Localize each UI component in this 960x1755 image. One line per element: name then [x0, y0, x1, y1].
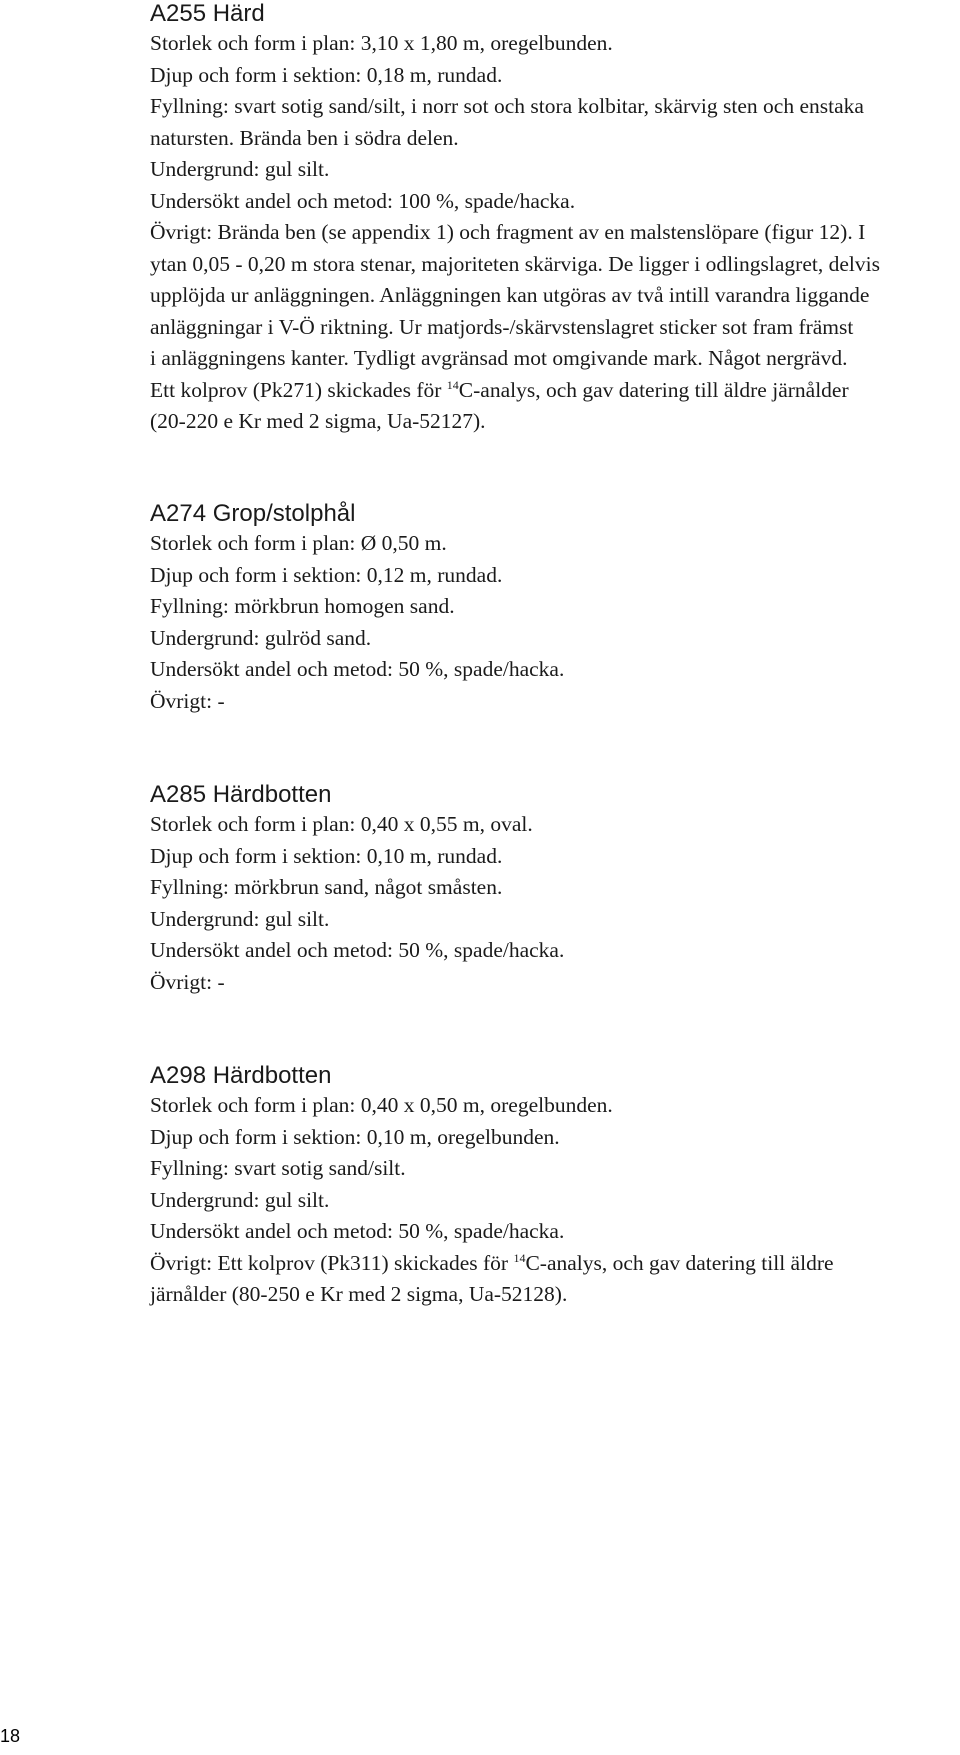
feature-a285 [150, 781, 564, 998]
text-line: i anläggningens kanter. Tydligt avgränsad mot omgivande mark. Något nergrävd. [150, 346, 848, 370]
text-line: Storlek och form i plan: 3,10 x 1,80 m, oregelbunden. [150, 31, 613, 55]
feature-heading: A298 Härdbotten [150, 1062, 332, 1089]
feature-heading: A285 Härdbotten [150, 781, 332, 808]
text-line: Storlek och form i plan: Ø 0,50 m. [150, 531, 447, 555]
text-line: Fyllning: svart sotig sand/silt, i norr sot och stora kolbitar, skärvig sten och enstaka [150, 94, 864, 118]
text-line: Övrigt: Brända ben (se appendix 1) och fragment av en malstenslöpare (figur 12). I [150, 220, 866, 244]
text-line: ytan 0,05 - 0,20 m stora stenar, majoriteten skärviga. De ligger i odlingslagret, delvis [150, 251, 880, 276]
text-line: Fyllning: mörkbrun homogen sand. [150, 594, 455, 618]
text-line: upplöjda ur anläggningen. Anläggningen kan utgöras av två intill varandra liggande [150, 283, 870, 307]
text-line: Djup och form i sektion: 0,10 m, rundad. [150, 843, 503, 868]
feature-heading: A255 Härd [150, 0, 265, 27]
text-line: järnålder (80-250 e Kr med 2 sigma, Ua-52128). [150, 1282, 568, 1306]
text-line: natursten. Brända ben i södra delen. [150, 125, 459, 150]
text-line: Undersökt andel och metod: 50 %, spade/hacka. [150, 938, 565, 962]
text-line: Undersökt andel och metod: 100 %, spade/hacka. [150, 188, 576, 213]
text-line: Undersökt andel och metod: 50 %, spade/hacka. [150, 1219, 565, 1243]
c14-text-before: Ett kolprov (Pk271) skickades för [150, 377, 447, 402]
text-line: anläggningar i V-Ö riktning. Ur matjords-/skärvstenslagret sticker sot fram främst [150, 314, 854, 339]
text-line: Storlek och form i plan: 0,40 x 0,50 m, oregelbunden. [150, 1093, 613, 1117]
c14-line [150, 1248, 834, 1280]
feature-description [150, 809, 564, 998]
c14-text-after: C-analys, och gav datering till äldre [525, 1250, 834, 1275]
text-line: Djup och form i sektion: 0,12 m, rundad. [150, 562, 503, 587]
text-line: (20-220 e Kr med 2 sigma, Ua-52127). [150, 409, 486, 433]
feature-description [150, 528, 564, 717]
c14-superscript: 14 [513, 1250, 526, 1265]
feature-a274 [150, 500, 564, 717]
c14-text-before: Övrigt: Ett kolprov (Pk311) skickades för [150, 1250, 514, 1275]
text-line: Undergrund: gulröd sand. [150, 625, 372, 650]
text-line: Djup och form i sektion: 0,10 m, oregelbunden. [150, 1124, 560, 1149]
feature-description [150, 1090, 834, 1311]
text-line: Fyllning: svart sotig sand/silt. [150, 1156, 406, 1180]
text-line: Undergrund: gul silt. [150, 157, 330, 181]
text-line: Undersökt andel och metod: 50 %, spade/hacka. [150, 657, 565, 681]
c14-superscript: 14 [446, 377, 459, 392]
feature-description [150, 28, 880, 438]
feature-a298 [150, 1062, 834, 1311]
text-line: Övrigt: - [150, 688, 225, 713]
text-line: Djup och form i sektion: 0,18 m, rundad. [150, 62, 503, 87]
text-line: Övrigt: - [150, 969, 225, 994]
text-line: Storlek och form i plan: 0,40 x 0,55 m, oval. [150, 812, 533, 836]
c14-line [150, 375, 880, 407]
c14-text-after: C-analys, och gav datering till äldre järnålder [458, 377, 849, 402]
feature-heading: A274 Grop/stolphål [150, 500, 356, 527]
feature-a255 [150, 0, 880, 438]
page-number: 18 [0, 1726, 21, 1746]
text-line: Undergrund: gul silt. [150, 906, 330, 931]
text-line: Fyllning: mörkbrun sand, något småsten. [150, 875, 503, 899]
text-line: Undergrund: gul silt. [150, 1187, 330, 1212]
